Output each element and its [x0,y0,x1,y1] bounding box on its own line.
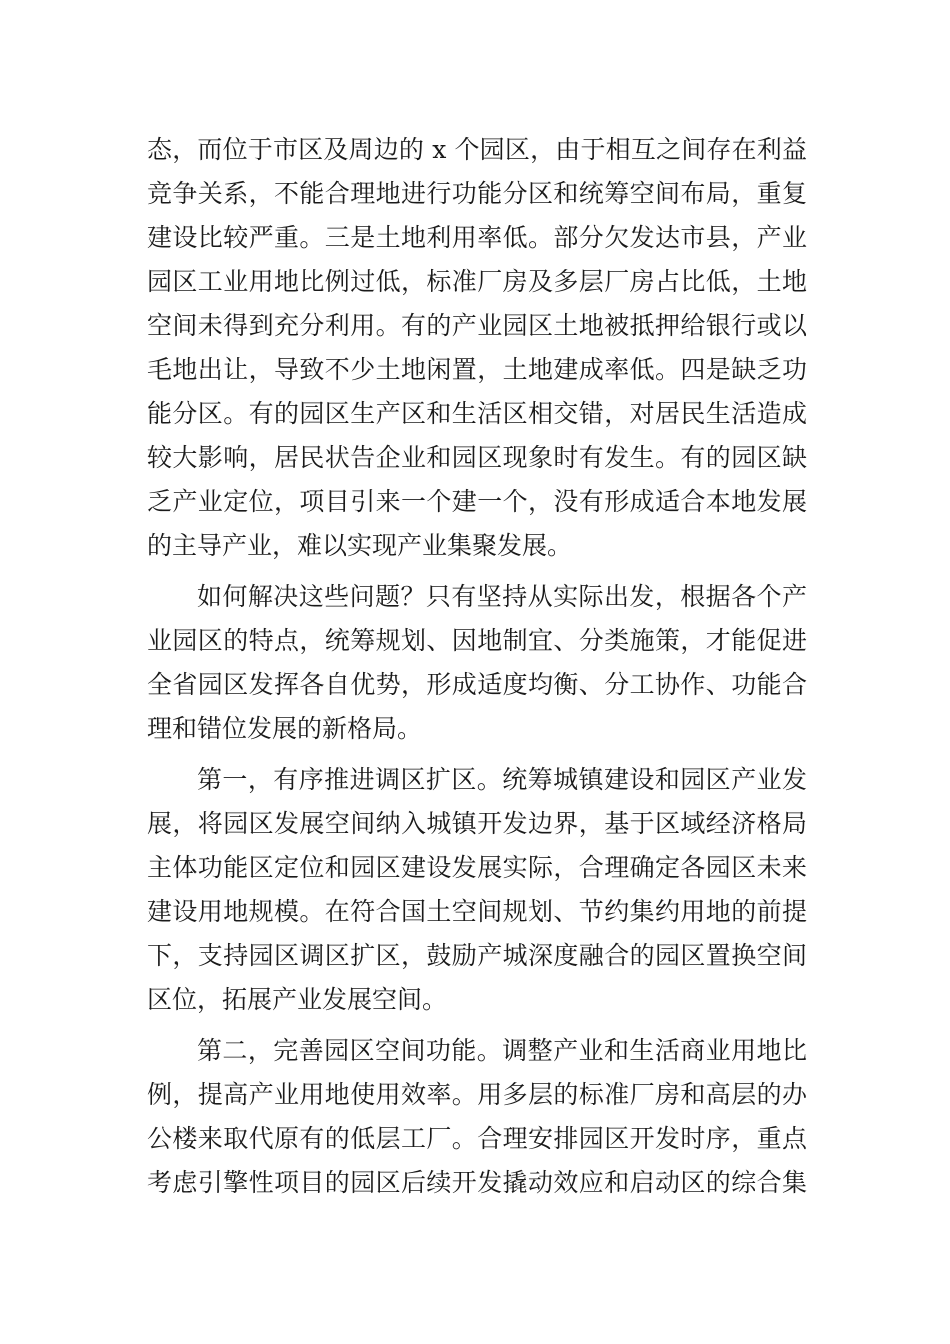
text-line: 较大影响，居民状告企业和园区现象时有发生。有的园区缺 [147,443,807,472]
text-line: 理和错位发展的新格局。 [147,714,423,743]
text-line: 如何解决这些问题？只有坚持从实际出发，根据各个产 [197,582,807,611]
text-line: 的主导产业，难以实现产业集聚发展。 [147,531,573,560]
text-line: 建设比较严重。三是土地利用率低。部分欠发达市县，产业 [147,223,807,252]
text-line: 第一，有序推进调区扩区。统筹城镇建设和园区产业发 [197,765,807,794]
text-line: 竞争关系，不能合理地进行功能分区和统筹空间布局，重复 [147,179,807,208]
text-line: 展，将园区发展空间纳入城镇开发边界，基于区域经济格局 [147,809,807,838]
text-line: 园区工业用地比例过低，标准厂房及多层厂房占比低，土地 [147,267,807,296]
text-line: 区位，拓展产业发展空间。 [147,985,448,1014]
text-line: 能分区。有的园区生产区和生活区相交错，对居民生活造成 [147,399,807,428]
text-line: 主体功能区定位和园区建设发展实际，合理确定各园区未来 [147,853,807,882]
text-line: 下，支持园区调区扩区，鼓励产城深度融合的园区置换空间 [147,941,807,970]
text-line: 第二，完善园区空间功能。调整产业和生活商业用地比 [197,1036,807,1065]
text-line: 空间未得到充分利用。有的产业园区土地被抵押给银行或以 [147,311,807,340]
text-line: 态，而位于市区及周边的 x 个园区，由于相互之间存在利益 [147,135,807,164]
text-line: 乏产业定位，项目引来一个建一个，没有形成适合本地发展 [147,487,807,516]
text-line: 全省园区发挥各自优势，形成适度均衡、分工协作、功能合 [147,670,807,699]
text-line: 毛地出让，导致不少土地闲置，土地建成率低。四是缺乏功 [147,355,807,384]
text-line: 公楼来取代原有的低层工厂。合理安排园区开发时序，重点 [147,1124,807,1153]
text-line: 考虑引擎性项目的园区后续开发撬动效应和启动区的综合集 [147,1168,807,1197]
text-line: 建设用地规模。在符合国土空间规划、节约集约用地的前提 [147,897,807,926]
text-line: 业园区的特点，统筹规划、因地制宜、分类施策，才能促进 [147,626,807,655]
text-line: 例，提高产业用地使用效率。用多层的标准厂房和高层的办 [147,1080,807,1109]
